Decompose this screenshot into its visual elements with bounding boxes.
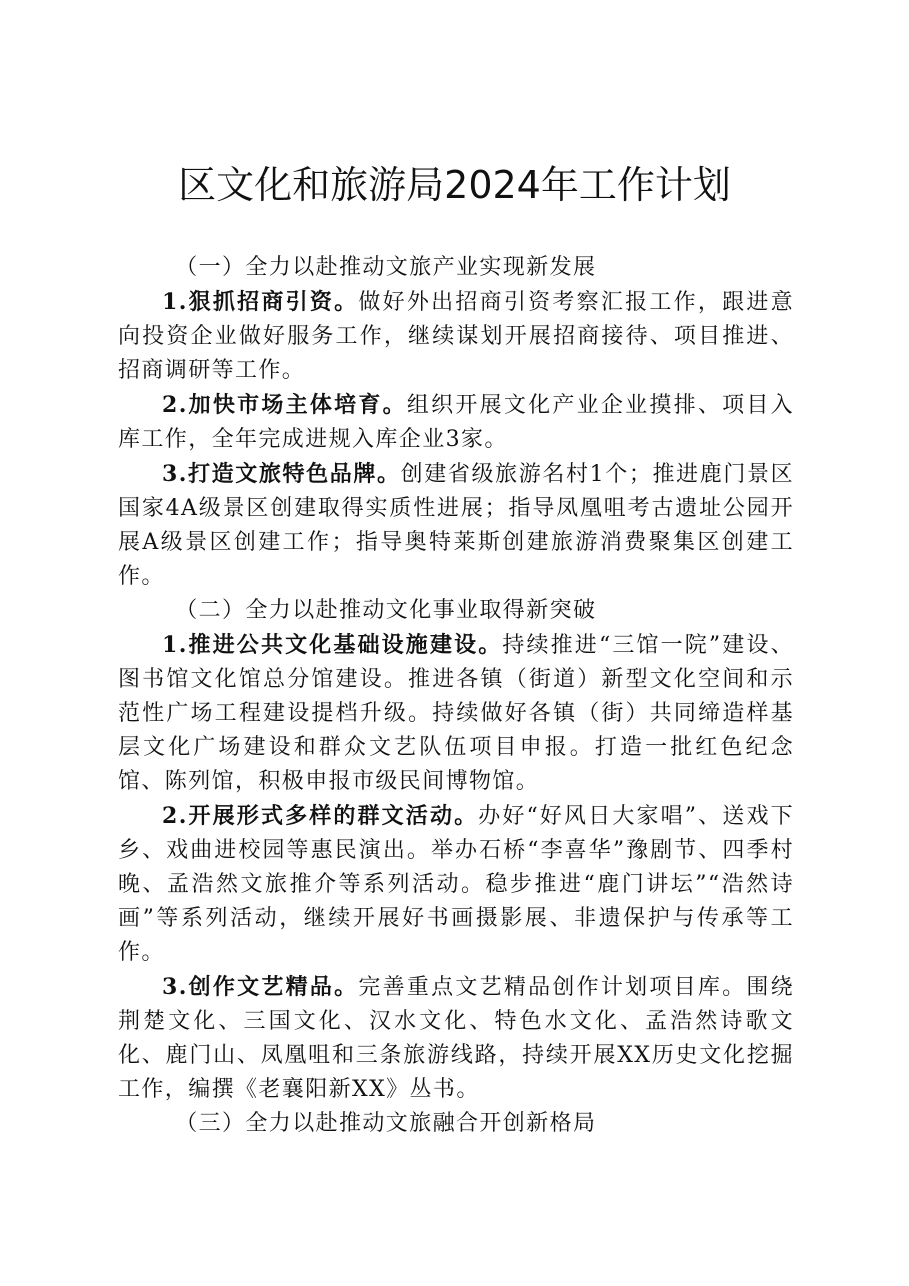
item-lead: 2.开展形式多样的群文活动。 [162,803,479,829]
section-heading-1: （一）全力以赴推动文旅产业实现新发展 [175,255,597,280]
section-heading-2: （二）全力以赴推动文化事业取得新突破 [175,598,597,623]
item-lead: 1.推进公共文化基础设施建设。 [162,632,503,658]
section-2-item-2 [118,799,794,970]
item-text: 持续推进“三馆一院”建设、图书馆文化馆总分馆建设。推进各镇（街道）新型文化空间和示范性广场工程建设提档升级。持续做好各镇（街）共同缔造样基层文化广场建设和群众文艺队伍项目申报。打造一批红色纪念馆、陈列馆，积极申报市级民间博物馆。 [118,633,794,794]
section-1-item-2 [118,388,794,457]
section-1-item-1 [118,285,794,388]
section-heading-3: （三）全力以赴推动文旅融合开创新格局 [175,1111,597,1136]
document-title: 区文化和旅游局2024年工作计划 [178,163,731,207]
item-text: 做好外出招商引资考察汇报工作，跟进意向投资企业做好服务工作，继续谋划开展招商接待、项目推进、招商调研等工作。 [118,290,794,383]
item-lead: 3.打造文旅特色品牌。 [162,461,401,487]
item-text: 办好“好风日大家唱”、送戏下乡、戏曲进校园等惠民演出。举办石桥“李喜华”豫剧节、四季村晚、孟浩然文旅推介等系列活动。稳步推进“鹿门讲坛”“浩然诗画”等系列活动，继续开展好书画摄影展、非遗保护与传承等工作。 [118,804,794,965]
item-text: 创建省级旅游名村1个；推进鹿门景区国家4A级景区创建取得实质性进展；指导凤凰咀考古遗址公园开展A级景区创建工作；指导奥特莱斯创建旅游消费聚集区创建工作。 [118,462,794,589]
document-body [118,251,794,1141]
section-1-item-3 [118,457,794,594]
section-2-item-1 [118,628,794,799]
item-text: 完善重点文艺精品创作计划项目库。围绕荆楚文化、三国文化、汉水文化、特色水文化、孟浩然诗歌文化、鹿门山、凤凰咀和三条旅游线路，持续开展XX历史文化挖掘工作，编撰《老襄阳新XX》丛书。 [118,975,794,1102]
item-lead: 2.加快市场主体培育。 [162,392,407,418]
item-text: 组织开展文化产业企业摸排、项目入库工作，全年完成进规入库企业3家。 [118,393,794,452]
section-2-item-3 [118,970,794,1107]
item-lead: 3.创作文艺精品。 [162,974,359,1000]
item-lead: 1.狠抓招商引资。 [162,289,359,315]
